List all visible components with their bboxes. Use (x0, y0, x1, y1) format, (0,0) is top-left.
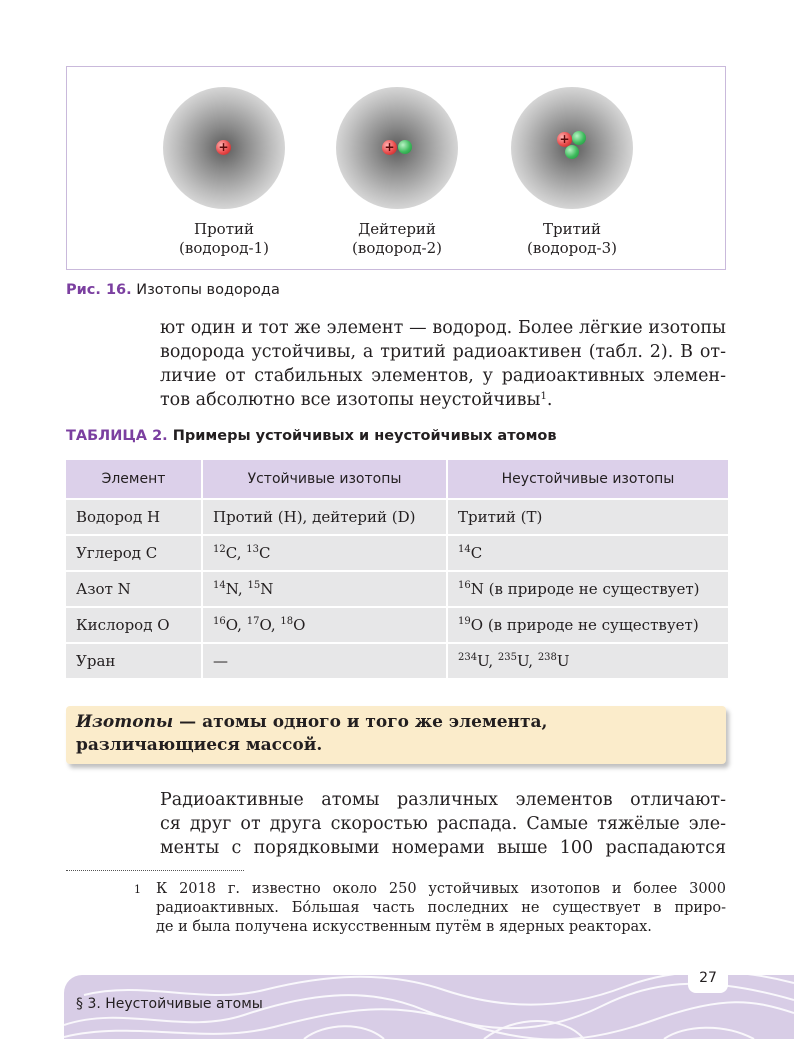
column-header: Устойчивые изотопы (202, 460, 447, 499)
mass-number: 14 (213, 580, 226, 591)
running-footer: § 3. Неустойчивые атомы (76, 996, 263, 1012)
tritium-atom (511, 87, 633, 209)
atom-caption (307, 220, 487, 258)
stable-isotopes-cell: $^{14}$N, $^{15}$N (202, 571, 447, 607)
text-line (160, 388, 726, 412)
table-row (66, 535, 728, 571)
footnote-text (156, 880, 726, 937)
mass-number: 12 (213, 544, 226, 555)
element-symbol: O (293, 616, 306, 634)
table-caption (66, 428, 557, 444)
definition-box (66, 706, 726, 764)
atom-subname: (водород-3) (527, 239, 617, 257)
atom-caption (134, 220, 314, 258)
stable-isotopes-cell: Протий (H), дейтерий (D) (202, 499, 447, 535)
element-symbol: O (470, 616, 484, 634)
element-symbol: U (477, 652, 489, 670)
figure-label: Рис. 16. (66, 282, 132, 298)
element-cell: Азот N (66, 571, 202, 607)
paragraph-1 (160, 316, 726, 412)
unstable-isotopes-cell (447, 535, 728, 571)
figure-box (66, 66, 726, 270)
column-header: Неустойчивые изотопы (447, 460, 728, 499)
element-cell: Уран (66, 643, 202, 679)
table-body (66, 499, 728, 679)
unstable-isotopes-cell: $^{234}$U, $^{235}$U, $^{238}$U (447, 643, 728, 679)
table-caption-text: Примеры устойчивых и неустойчивых атомов (167, 428, 557, 444)
mass-number: 17 (246, 616, 260, 627)
neutron-icon (398, 140, 412, 154)
text-line: водорода устойчивы, а тритий радиоактивен (табл. 2). В от- (160, 342, 726, 362)
deuterium-atom (336, 87, 458, 209)
atom-name: Тритий (543, 220, 601, 238)
text-line: К 2018 г. известно около 250 устойчивых изотопов и более 3000 (156, 881, 726, 897)
element-symbol: N (470, 580, 484, 598)
element-symbol: O (225, 616, 238, 634)
isotope-table (66, 460, 728, 680)
atom-caption (482, 220, 662, 258)
stable-isotopes-cell: — (202, 643, 447, 679)
element-symbol: C (470, 544, 483, 562)
mass-number: 14 (458, 544, 471, 555)
footnote-mark: 1 (134, 883, 141, 896)
atom-name: Дейтерий (358, 220, 436, 238)
text-line: ся друг от друга скоростью распада. Самые тяжёлые эле- (160, 814, 726, 834)
table-row (66, 643, 728, 679)
text-line: де и была получена искусственным путём в ядерных реакторах. (156, 919, 652, 935)
unstable-isotopes-cell: Тритий (T) (447, 499, 728, 535)
element-symbol: U (517, 652, 529, 670)
text-line: ют один и тот же элемент — водород. Более лёгкие изотопы (160, 318, 726, 338)
stable-isotopes-cell: $^{16}$O, $^{17}$O, $^{18}$O (202, 607, 447, 643)
isotope-note: (в природе не существует) (483, 616, 699, 634)
mass-number: 235 (497, 652, 517, 663)
stable-isotopes-cell: $^{12}$C, $^{13}$C (202, 535, 447, 571)
element-cell: Водород H (66, 499, 202, 535)
text-line: радиоактивных. Бо́льшая часть последних не существует в приро- (156, 900, 726, 916)
table-row (66, 499, 728, 535)
footnote-ref[interactable]: 1 (540, 391, 547, 402)
element-symbol: O (259, 616, 271, 634)
paragraph-2 (160, 788, 726, 860)
figure-caption-text: Изотопы водорода (131, 282, 280, 298)
proton-icon: + (557, 132, 572, 147)
atom-subname: (водород-2) (352, 239, 442, 257)
table-header-row (66, 460, 728, 499)
figure-caption (66, 282, 280, 298)
isotope-note: (в природе не существует) (483, 580, 700, 598)
table-row (66, 571, 728, 607)
mass-number: 19 (458, 616, 471, 627)
table-label: ТАБЛИЦА 2. (66, 428, 168, 444)
footnote-divider (66, 870, 244, 871)
text-line-content: тов абсолютно все изотопы неустойчивы (160, 390, 541, 410)
element-symbol: C (258, 544, 271, 562)
neutron-icon (565, 145, 579, 159)
definition-term: Изотопы (76, 712, 174, 732)
page-number: 27 (688, 963, 728, 993)
proton-icon: + (216, 140, 231, 155)
definition-text: — атомы одного и того же элемента, различающиеся массой. (76, 712, 548, 755)
text-line-end: . (546, 390, 553, 410)
neutron-icon (572, 131, 586, 145)
mass-number: 238 (537, 652, 557, 663)
text-line: Радиоактивные атомы различных элементов отличают- (160, 790, 726, 810)
mass-number: 15 (247, 580, 261, 591)
table-row (66, 607, 728, 643)
element-cell: Кислород O (66, 607, 202, 643)
mass-number: 234 (458, 652, 478, 663)
protium-atom (163, 87, 285, 209)
unstable-isotopes-cell (447, 571, 728, 607)
text-line: личие от стабильных элементов, у радиоактивных элемен- (160, 366, 726, 386)
element-symbol: U (556, 652, 570, 670)
element-cell: Углерод C (66, 535, 202, 571)
mass-number: 16 (213, 616, 226, 627)
mass-number: 18 (280, 616, 294, 627)
mass-number: 16 (458, 580, 471, 591)
unstable-isotopes-cell (447, 607, 728, 643)
column-header: Элемент (66, 460, 202, 499)
element-symbol: N (260, 580, 274, 598)
atom-name: Протий (193, 220, 254, 238)
atom-subname: (водород-1) (179, 239, 269, 257)
element-symbol: C (225, 544, 237, 562)
proton-icon: + (382, 140, 397, 155)
text-line: менты с порядковыми номерами выше 100 распадаются (160, 838, 726, 858)
element-symbol: N (225, 580, 238, 598)
mass-number: 13 (246, 544, 259, 555)
